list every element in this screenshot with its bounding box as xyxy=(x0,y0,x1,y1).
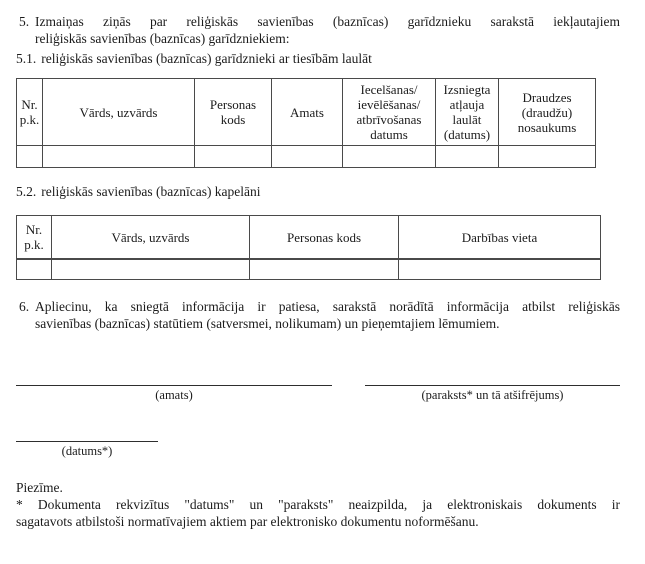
section-5-1-heading xyxy=(16,50,620,67)
signature-row xyxy=(16,385,620,403)
chaplain-table-header-name: Vārds, uzvārds xyxy=(52,216,250,260)
clergy-table-cell xyxy=(499,146,596,168)
note-text-line-2: sagatavots atbilstoši normatīvajiem aktiem par elektronisko dokumentu noformēšanu. xyxy=(16,514,479,529)
chaplain-table-cell xyxy=(17,259,52,280)
clergy-table-header-position: Amats xyxy=(272,79,343,146)
clergy-table-header-personal-code: Personas kods xyxy=(195,79,272,146)
chaplain-table-header-workplace: Darbības vieta xyxy=(399,216,601,260)
section-5-text-line-1: Izmaiņas ziņās par reliģiskās savienības (baznīcas) garīdznieku sarakstā iekļautajiem xyxy=(35,14,620,29)
section-5-1-text: reliģiskās savienības (baznīcas) garīdznieki ar tiesībām laulāt xyxy=(41,51,372,66)
section-5-text xyxy=(35,13,620,47)
clergy-table-header-congregation: Draudzes (draudžu) nosaukums xyxy=(499,79,596,146)
chaplain-table-header-nr: Nr. p.k. xyxy=(17,216,52,260)
section-6-text-line-2: savienības (baznīcas) statūtiem (satversmei, nolikumam) un pieņemtajiem lēmumiem. xyxy=(35,316,500,331)
clergy-table-cell xyxy=(272,146,343,168)
chaplain-table-cell xyxy=(399,259,601,280)
section-5-2-text: reliģiskās savienības (baznīcas) kapelāni xyxy=(41,184,261,199)
clergy-table-header-name: Vārds, uzvārds xyxy=(43,79,195,146)
section-5-2-heading xyxy=(16,183,620,200)
clergy-table-cell xyxy=(195,146,272,168)
chaplain-table-cell xyxy=(250,259,399,280)
note-paragraph xyxy=(16,496,620,530)
date-label: (datums*) xyxy=(61,444,113,458)
clergy-table-header-marriage-permit: Izsniegta atļauja laulāt (datums) xyxy=(436,79,499,146)
section-6-text xyxy=(35,298,620,332)
clergy-table-header-nr: Nr. p.k. xyxy=(17,79,43,146)
clergy-table-header-appointment-date: Iecelšanas/ ievēlēšanas/ atbrīvošanas datums xyxy=(343,79,436,146)
note-text-line-1: * Dokumenta rekvizītus "datums" un "paraksts" neaizpilda, ja elektroniskais dokuments ir xyxy=(16,497,620,512)
position-label: (amats) xyxy=(155,388,193,402)
signature-label: (paraksts* un tā atšifrējums) xyxy=(421,388,564,402)
clergy-table xyxy=(16,78,596,168)
signature-area xyxy=(365,385,620,403)
date-signature-area xyxy=(16,441,158,459)
note-title: Piezīme. xyxy=(16,480,63,495)
section-5-2-number: 5.2. xyxy=(16,184,37,199)
chaplain-table xyxy=(16,215,601,280)
clergy-table-cell xyxy=(436,146,499,168)
section-6-text-line-1: Apliecinu, ka sniegtā informācija ir patiesa, sarakstā norādītā informācija atbilst reliģiskās xyxy=(35,299,620,314)
chaplain-table-header-row xyxy=(17,216,601,260)
section-5-text-line-2: reliģiskās savienības (baznīcas) garīdzniekiem: xyxy=(35,31,290,46)
section-6-paragraph xyxy=(16,298,620,332)
clergy-table-header-row xyxy=(17,79,596,146)
section-5-paragraph xyxy=(16,13,620,47)
clergy-table-cell xyxy=(43,146,195,168)
section-5-number: 5. xyxy=(19,14,30,29)
section-6-number: 6. xyxy=(19,299,30,314)
chaplain-table-data-row xyxy=(17,259,601,280)
chaplain-table-header-personal-code: Personas kods xyxy=(250,216,399,260)
clergy-table-cell xyxy=(17,146,43,168)
position-signature-area xyxy=(16,385,332,403)
clergy-table-data-row xyxy=(17,146,596,168)
section-5-1-number: 5.1. xyxy=(16,51,37,66)
chaplain-table-cell xyxy=(52,259,250,280)
clergy-table-cell xyxy=(343,146,436,168)
